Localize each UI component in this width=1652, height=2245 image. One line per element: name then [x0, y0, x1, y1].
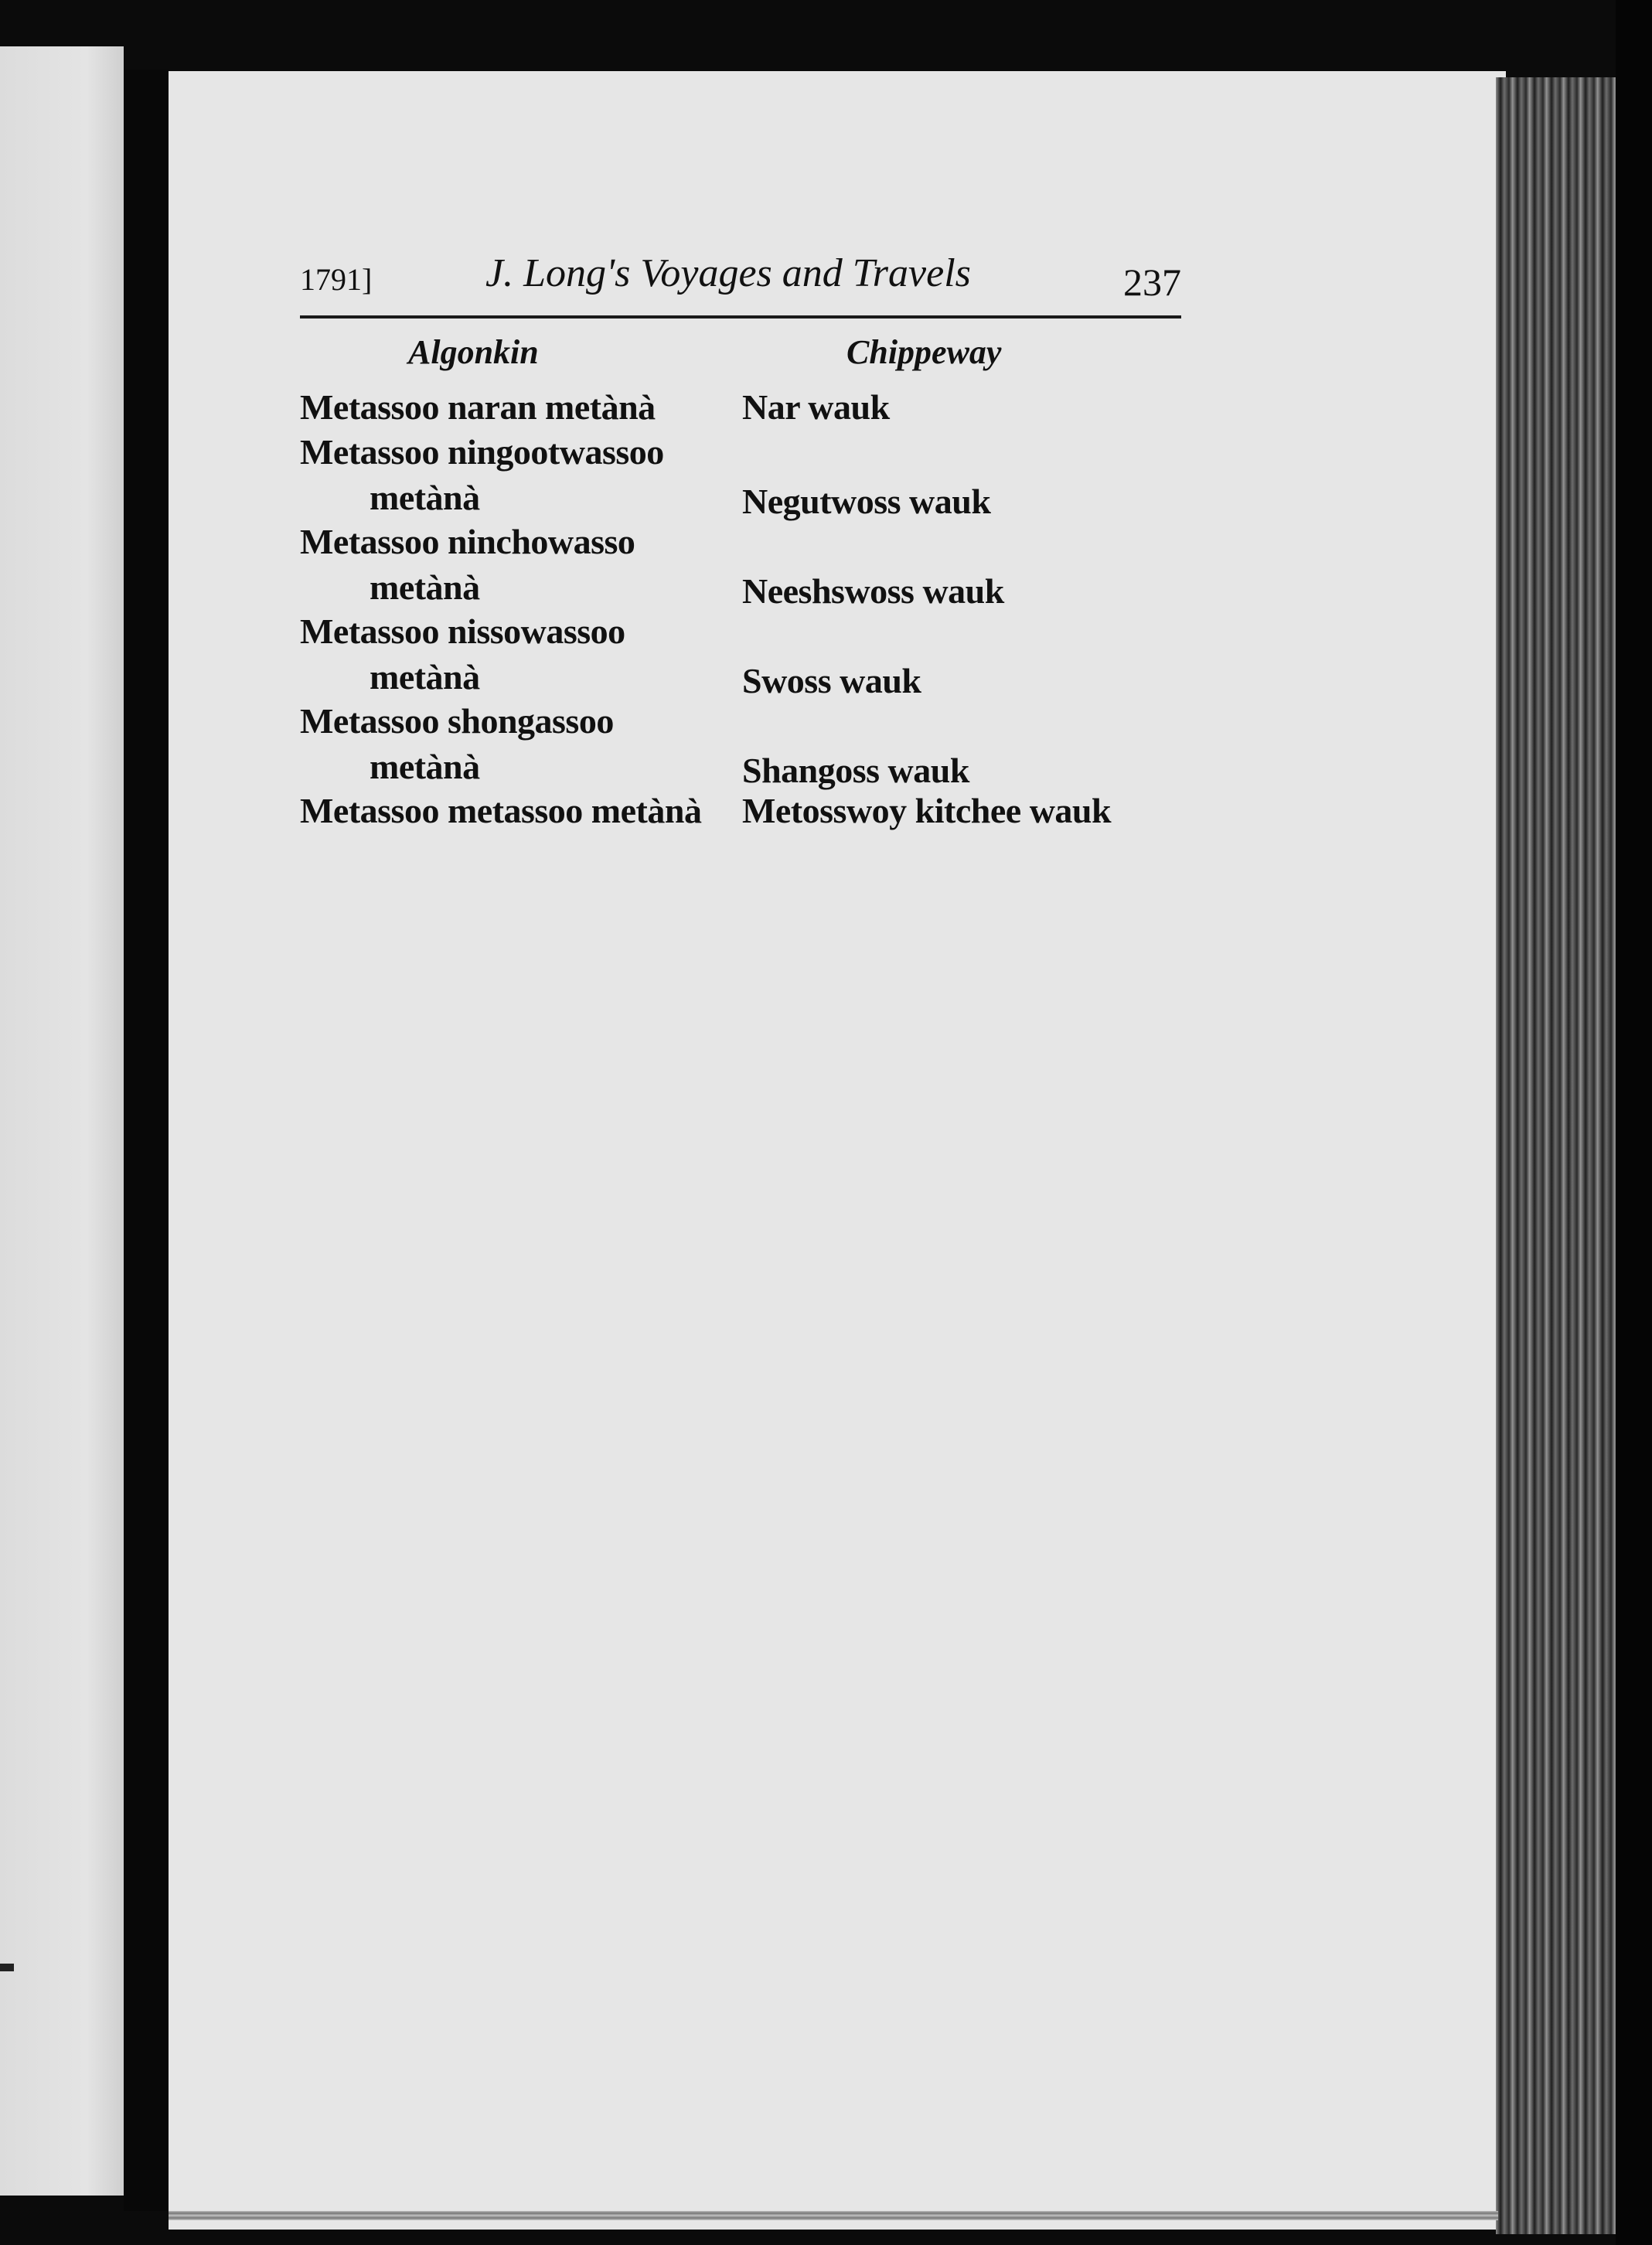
algonkin-term: Metassoo nissowassoo metànà	[300, 611, 625, 697]
page-number: 237	[1123, 261, 1181, 304]
table-row	[300, 521, 1228, 611]
chippeway-term: Swoss wauk	[742, 661, 921, 700]
table-row	[300, 790, 1228, 835]
header-year: 1791]	[300, 262, 373, 297]
book-gutter	[124, 70, 169, 2211]
algonkin-term: Metassoo naran metànà	[300, 387, 656, 427]
table-row	[300, 387, 1228, 431]
algonkin-term: Metassoo metassoo metànà	[300, 791, 702, 830]
column-heading-algonkin: Algonkin	[408, 333, 539, 371]
table-row	[300, 611, 1228, 700]
algonkin-term: Metassoo ninchowasso metànà	[300, 522, 635, 607]
running-header	[300, 246, 1181, 315]
algonkin-term: Metassoo shongassoo metànà	[300, 701, 614, 786]
chippeway-term: Metosswoy kitchee wauk	[742, 791, 1112, 830]
vocabulary-table	[300, 387, 1228, 835]
header-title: J. Long's Voyages and Travels	[485, 251, 971, 295]
column-heading-chippeway: Chippeway	[846, 333, 1002, 371]
algonkin-term: Metassoo ningootwassoo metànà	[300, 432, 664, 517]
page-mark	[0, 1964, 14, 1971]
scan-border	[1616, 0, 1652, 2245]
chippeway-term: Nar wauk	[742, 387, 890, 427]
page-fore-edge	[1496, 77, 1616, 2234]
table-row	[300, 431, 1228, 521]
chippeway-term: Neeshswoss wauk	[742, 571, 1004, 611]
table-row	[300, 700, 1228, 790]
left-page-edge	[0, 46, 124, 2196]
header-rule	[300, 315, 1181, 319]
chippeway-term: Negutwoss wauk	[742, 482, 991, 521]
page-bottom-edge	[169, 2211, 1498, 2220]
chippeway-term: Shangoss wauk	[742, 751, 969, 790]
